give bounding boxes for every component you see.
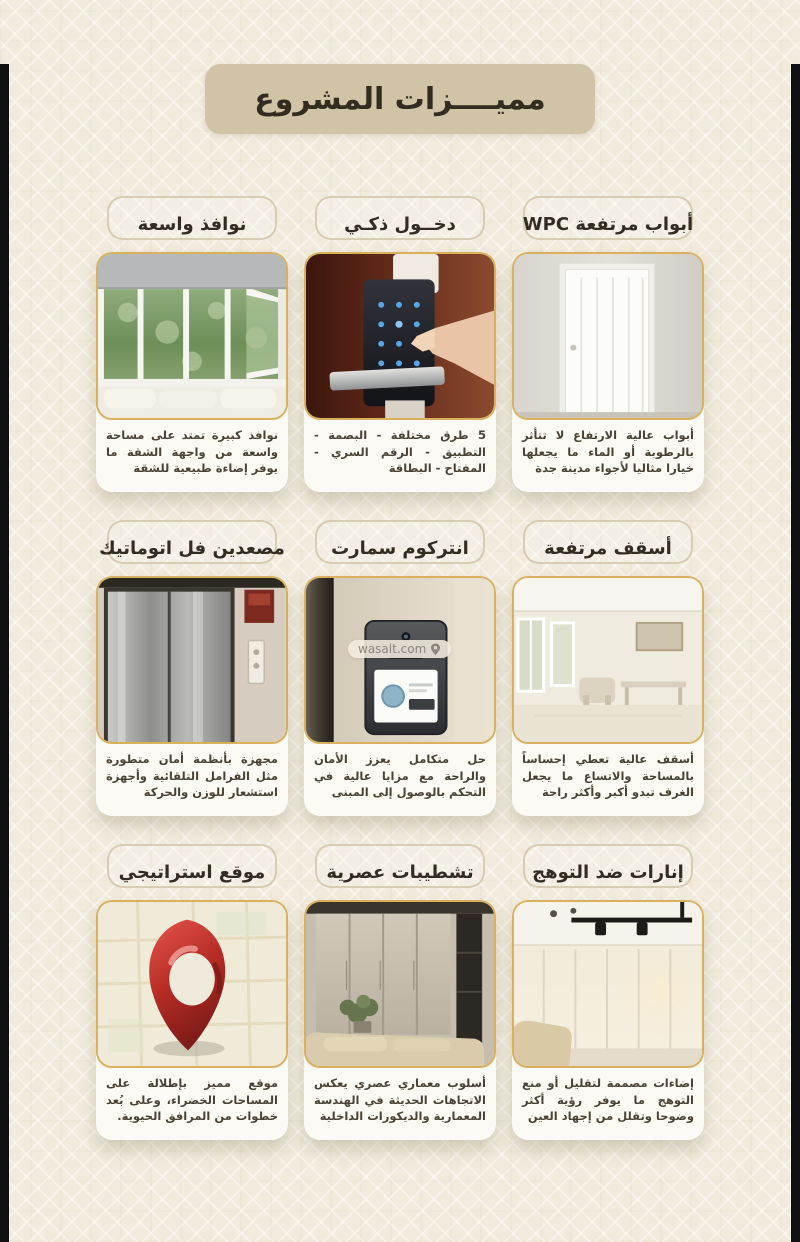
anti-glare-lighting-photo [512,900,704,1068]
feature-title: انتركوم سمارت [331,537,469,559]
feature-description: أبواب عالية الارتفاع لا تتأثر بالرطوبة أو الماء ما يجعلها خيارا مثاليا لأجواء مدينة جدة [522,428,694,476]
feature-body-card [304,576,496,816]
feature-card-automatic-elevators [96,520,288,816]
feature-card-wide-windows [96,196,288,492]
feature-title: مصعدين فل اتوماتيك [99,537,285,559]
feature-card-strategic-location [96,844,288,1140]
feature-title: أسقف مرتفعة [544,537,672,559]
feature-card-high-ceilings [512,520,704,816]
automatic-elevators-photo [96,576,288,744]
feature-description: مجهزة بأنظمة أمان متطورة مثل الفرامل التلقائية وأجهزة استشعار للوزن والحركة [106,752,278,800]
feature-description: إضاءات مصممة لتقليل أو منع التوهج ما يوفر رؤية أكثر وضوحا وتقلل من إجهاد العين [522,1076,694,1124]
feature-body-card [96,900,288,1140]
project-features-poster [0,64,800,1242]
high-ceiling-room-photo [512,576,704,744]
feature-card-anti-glare-lighting [512,844,704,1140]
feature-title-frame [107,844,277,888]
location-pin-icon [430,643,441,656]
feature-description: موقع مميز بإطلالة على المساحات الخضراء، وعلى بُعد خطوات من المرافق الحيوية. [106,1076,278,1124]
features-grid [96,196,704,1140]
feature-title: نوافذ واسعة [137,213,247,235]
feature-body-card [512,900,704,1140]
watermark [348,640,451,658]
smart-lock-keypad-photo [304,252,496,420]
feature-title-frame [99,520,285,564]
feature-title: دخــول ذكـي [344,213,456,235]
smart-intercom-photo [304,576,496,744]
feature-description: أسقف عالية تعطي إحساساً بالمساحة والاتساع ما يجعل الغرف تبدو أكبر وأكثر راحة [522,752,694,800]
feature-title: أبواب مرتفعة WPC [522,213,694,235]
feature-card-wpc-doors [512,196,704,492]
white-wpc-door-photo [512,252,704,420]
feature-body-card [96,576,288,816]
screen-edge-bar-right [791,64,800,1242]
feature-title-frame [107,196,277,240]
watermark-text: wasalt.com [358,642,427,656]
modern-finishes-photo [304,900,496,1068]
feature-description: 5 طرق مختلفة - البصمة - التطبيق - الرقم السري - المفتاح - البطاقة [314,428,486,476]
feature-body-card [304,252,496,492]
screen-edge-bar-left [0,64,9,1242]
feature-body-card [304,900,496,1140]
feature-title-frame [315,844,485,888]
page-title: مميــــزات المشروع [254,81,546,117]
feature-body-card [512,576,704,816]
feature-body-card [96,252,288,492]
page-title-badge [205,64,595,134]
feature-title: تشطيبات عصرية [326,861,474,883]
feature-title-frame [315,196,485,240]
feature-card-modern-finishes [304,844,496,1140]
feature-description: حل متكامل يعزز الأمان والراحة مع مزايا عالية في التحكم بالوصول إلى المبنى [314,752,486,800]
feature-card-smart-intercom [304,520,496,816]
feature-card-smart-entry [304,196,496,492]
feature-title-frame [523,196,693,240]
feature-description: أسلوب معماري عصري يعكس الاتجاهات الحديثة في الهندسة المعمارية والديكورات الداخلية [314,1076,486,1124]
feature-title-frame [523,844,693,888]
red-map-pin-photo [96,900,288,1068]
feature-title: إنارات ضد التوهج [532,861,684,883]
feature-title-frame [523,520,693,564]
feature-body-card [512,252,704,492]
feature-title-frame [315,520,485,564]
wide-folding-windows-photo [96,252,288,420]
feature-description: نوافذ كبيرة تمتد على مساحة واسعة من واجهة الشقة ما يوفر إضاءة طبيعية للشقة [106,428,278,476]
feature-title: موقع استراتيجي [118,861,266,883]
